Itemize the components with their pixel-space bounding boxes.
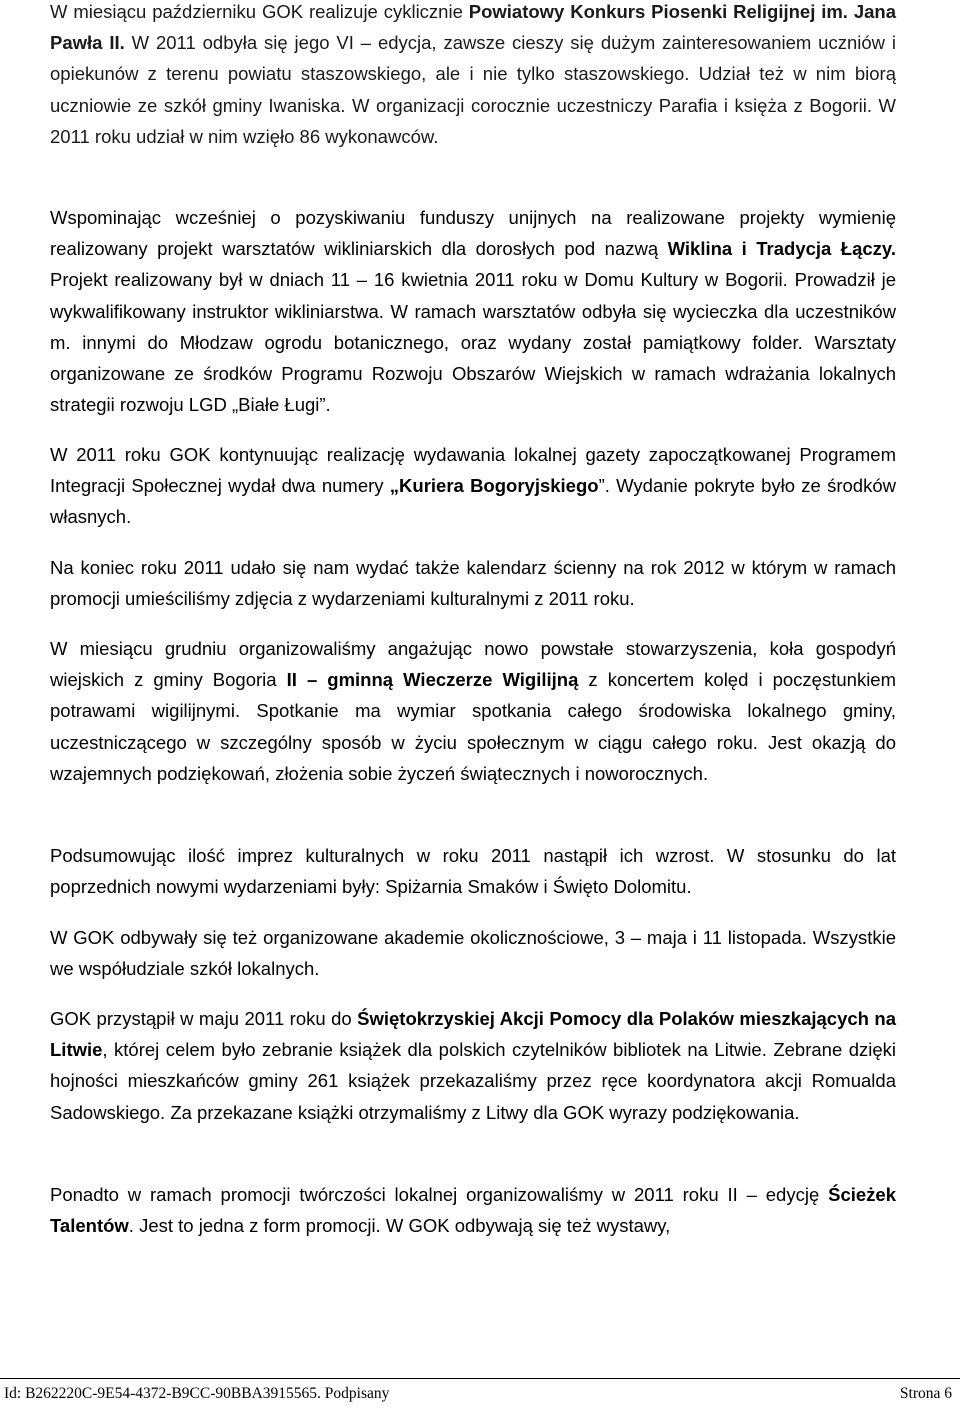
bold-text: II – gminną Wieczerze Wigilijną <box>286 669 579 691</box>
bold-text: Świętokrzyskiej Akcji Pomocy dla Polaków mieszkających na Litwie <box>50 1008 896 1061</box>
bold-text: Powiatowy Konkurs Piosenki Religijnej im. Jana Pawła II. <box>50 1 896 54</box>
text-run: z koncertem kolęd i poczęstunkiem potrawami wigilijnymi. Spotkanie ma wymiar spotkania całego środowiska lokalnego gminy, uczestniczącego w szczególny sposób w życiu społecznym w ciągu całego roku. Jest okazją do wzajemnych podziękowań, złożenia sobie życzeń świątecznych i noworocznych. <box>50 669 897 784</box>
paragraph <box>50 0 896 152</box>
paragraph <box>50 552 896 614</box>
page-footer <box>0 1383 960 1405</box>
document-id: Id: B262220C-9E54-4372-B9CC-90BBA3915565. Podpisany <box>4 1385 390 1402</box>
bold-text: Wiklina i Tradycja Łączy. <box>667 238 896 260</box>
paragraph <box>50 1003 896 1128</box>
text-run: W miesiącu październiku GOK realizuje cyklicznie <box>50 1 469 22</box>
paragraph <box>50 1179 896 1241</box>
text-run: . Jest to jedna z form promocji. W GOK odbywają się też wystawy, <box>128 1215 671 1237</box>
bold-text: „Kuriera Bogoryjskiego <box>389 475 599 497</box>
text-run: W GOK odbywały się też organizowane akademie okolicznościowe, 3 – maja i 11 listopada. Wszystkie we współudziale szkół lokalnych. <box>50 927 896 980</box>
paragraph <box>50 633 896 789</box>
text-run: Na koniec roku 2011 udało się nam wydać także kalendarz ścienny na rok 2012 w którym w ramach promocji umieściliśmy zdjęcia z wydarzeniami kulturalnymi z 2011 roku. <box>50 557 896 610</box>
text-run: GOK przystąpił w maju 2011 roku do <box>50 1008 358 1029</box>
text-run: Wspominając wcześniej o pozyskiwaniu funduszy unijnych na realizowane projekty wymienię realizowany projekt warsztatów wikliniarskich dla dorosłych pod nazwą <box>50 207 896 260</box>
text-run: Podsumowując ilość imprez kulturalnych w roku 2011 nastąpił ich wzrost. W stosunku do lat poprzednich nowymi wydarzeniami były: Spiżarnia Smaków i Święto Dolomitu. <box>50 845 896 898</box>
footer-divider <box>0 1378 960 1379</box>
bold-text: Ścieżek Talentów <box>50 1184 896 1237</box>
text-run: W 2011 roku GOK kontynuując realizację wydawania lokalnej gazety zapoczątkowanej Programem Integracji Społecznej wydał dwa numery <box>50 444 896 497</box>
text-run: W 2011 odbyła się jego VI – edycja, zawsze cieszy się dużym zainteresowaniem uczniów i opiekunów z terenu powiatu staszowskiego, ale i nie tylko staszowskiego. Udział też w nim biorą uczniowie ze szkół gminy Iwaniska. W organizacji corocznie uczestniczy Parafia i księża z Bogorii. W 2011 roku udział w nim wzięło 86 wykonawców. <box>50 32 896 147</box>
text-run: Ponadto w ramach promocji twórczości lokalnej organizowaliśmy w 2011 roku II – edycję <box>50 1184 829 1205</box>
paragraph <box>50 840 896 902</box>
text-run: ”. Wydanie pokryte było ze środków własnych. <box>50 475 896 528</box>
text-run: W miesiącu grudniu organizowaliśmy angażując nowo powstałe stowarzyszenia, koła gospodyń wiejskich z gminy Bogoria <box>50 638 896 691</box>
page-number: Strona 6 <box>899 1385 952 1402</box>
paragraph <box>50 202 896 420</box>
text-run: , której celem było zebranie książek dla polskich czytelników bibliotek na Litwie. Zebrane dzięki hojności mieszkańców gminy 261 książek przekazaliśmy przez ręce koordynatora akcji Romualda Sadowskiego. Za przekazane książki otrzymaliśmy z Litwy dla GOK wyrazy podziękowania. <box>50 1039 896 1123</box>
paragraph <box>50 439 896 533</box>
text-run: Projekt realizowany był w dniach 11 – 16 kwietnia 2011 roku w Domu Kultury w Bogorii. Prowadził je wykwalifikowany instruktor wikliniarstwa. W ramach warsztatów odbyła się wycieczka dla uczestników m. innymi do Młodzaw ogrodu botanicznego, oraz wydany został pamiątkowy folder. Warsztaty organizowane ze środków Programu Rozwoju Obszarów Wiejskich w ramach wdrażania lokalnych strategii rozwoju LGD „Białe Ługi”. <box>50 269 896 416</box>
paragraph <box>50 922 896 984</box>
